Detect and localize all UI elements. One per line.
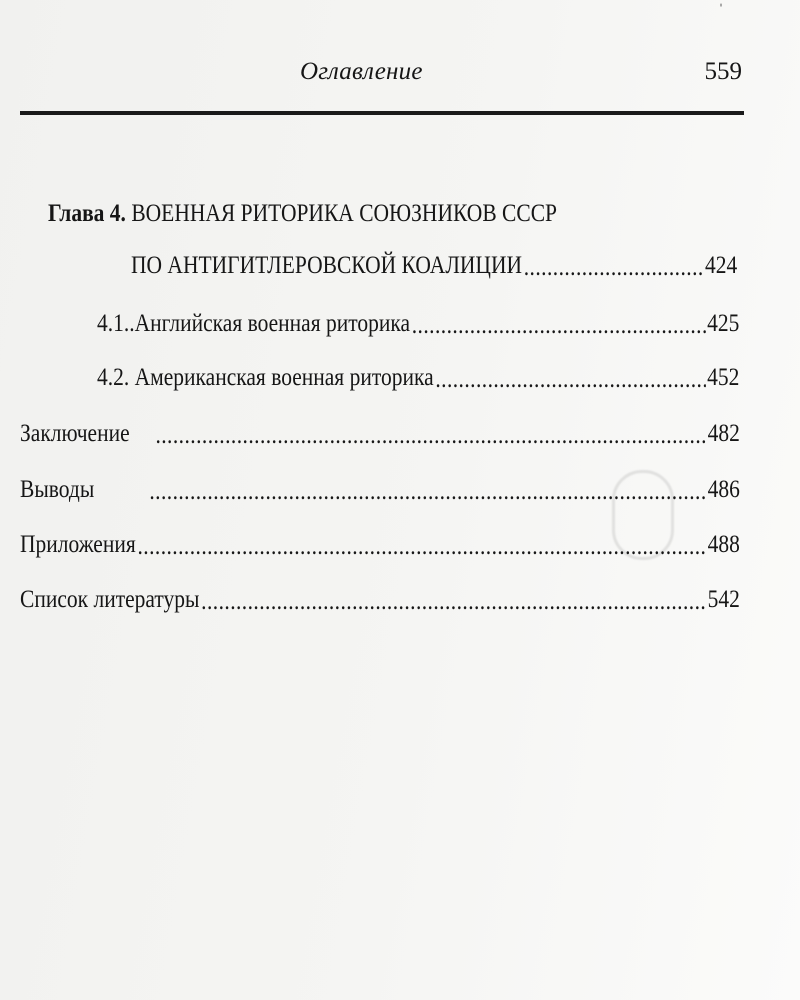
toc-leader-dots <box>412 312 706 337</box>
toc-leader-dots <box>137 533 705 558</box>
toc-chapter-4-page: 424 <box>705 252 738 279</box>
toc-section-4-1 <box>97 310 739 338</box>
toc-chapter-4-title-line-1: ВОЕННАЯ РИТОРИКА СОЮЗНИКОВ СССР <box>131 200 558 227</box>
toc-appendices <box>20 531 740 559</box>
toc-findings-page: 486 <box>707 476 740 503</box>
toc-chapter-4-prefix: Глава 4. <box>48 200 126 227</box>
toc-section-4-2-title: 4.2. Американская военная риторика <box>97 364 434 391</box>
toc-leader-dots <box>435 366 705 391</box>
toc-findings-title: Выводы <box>20 476 95 503</box>
toc-section-4-1-page: 425 <box>707 310 740 337</box>
toc-conclusion-page: 482 <box>707 420 740 447</box>
header-title: Оглавление <box>300 58 423 85</box>
toc-bibliography-title: Список литературы <box>20 586 200 613</box>
toc-chapter-4-line-2 <box>131 252 737 280</box>
toc-appendices-title: Приложения <box>20 531 136 558</box>
toc-bibliography <box>20 586 740 614</box>
toc-bibliography-page: 542 <box>707 586 740 613</box>
toc-leader-dots <box>524 254 704 279</box>
toc-appendices-page: 488 <box>707 531 740 558</box>
toc-section-4-1-title: 4.1..Английская военная риторика <box>97 310 411 337</box>
header-rule <box>20 111 744 115</box>
toc-leader-dots <box>155 422 705 447</box>
toc-leader-dots <box>201 588 706 613</box>
toc-conclusion-title: Заключение <box>20 420 130 447</box>
toc-findings <box>20 476 740 504</box>
toc-chapter-4-title-line-2: ПО АНТИГИТЛЕРОВСКОЙ КОАЛИЦИИ <box>131 252 523 279</box>
page-corner-mark: ˈ <box>718 0 724 20</box>
running-header <box>20 58 742 102</box>
toc-leader-dots <box>149 478 706 503</box>
toc-chapter-4-line-1 <box>48 200 557 228</box>
toc-section-4-2 <box>97 364 739 392</box>
toc-section-4-2-page: 452 <box>707 364 740 391</box>
header-page-number: 559 <box>704 58 742 85</box>
toc-conclusion <box>20 420 740 448</box>
